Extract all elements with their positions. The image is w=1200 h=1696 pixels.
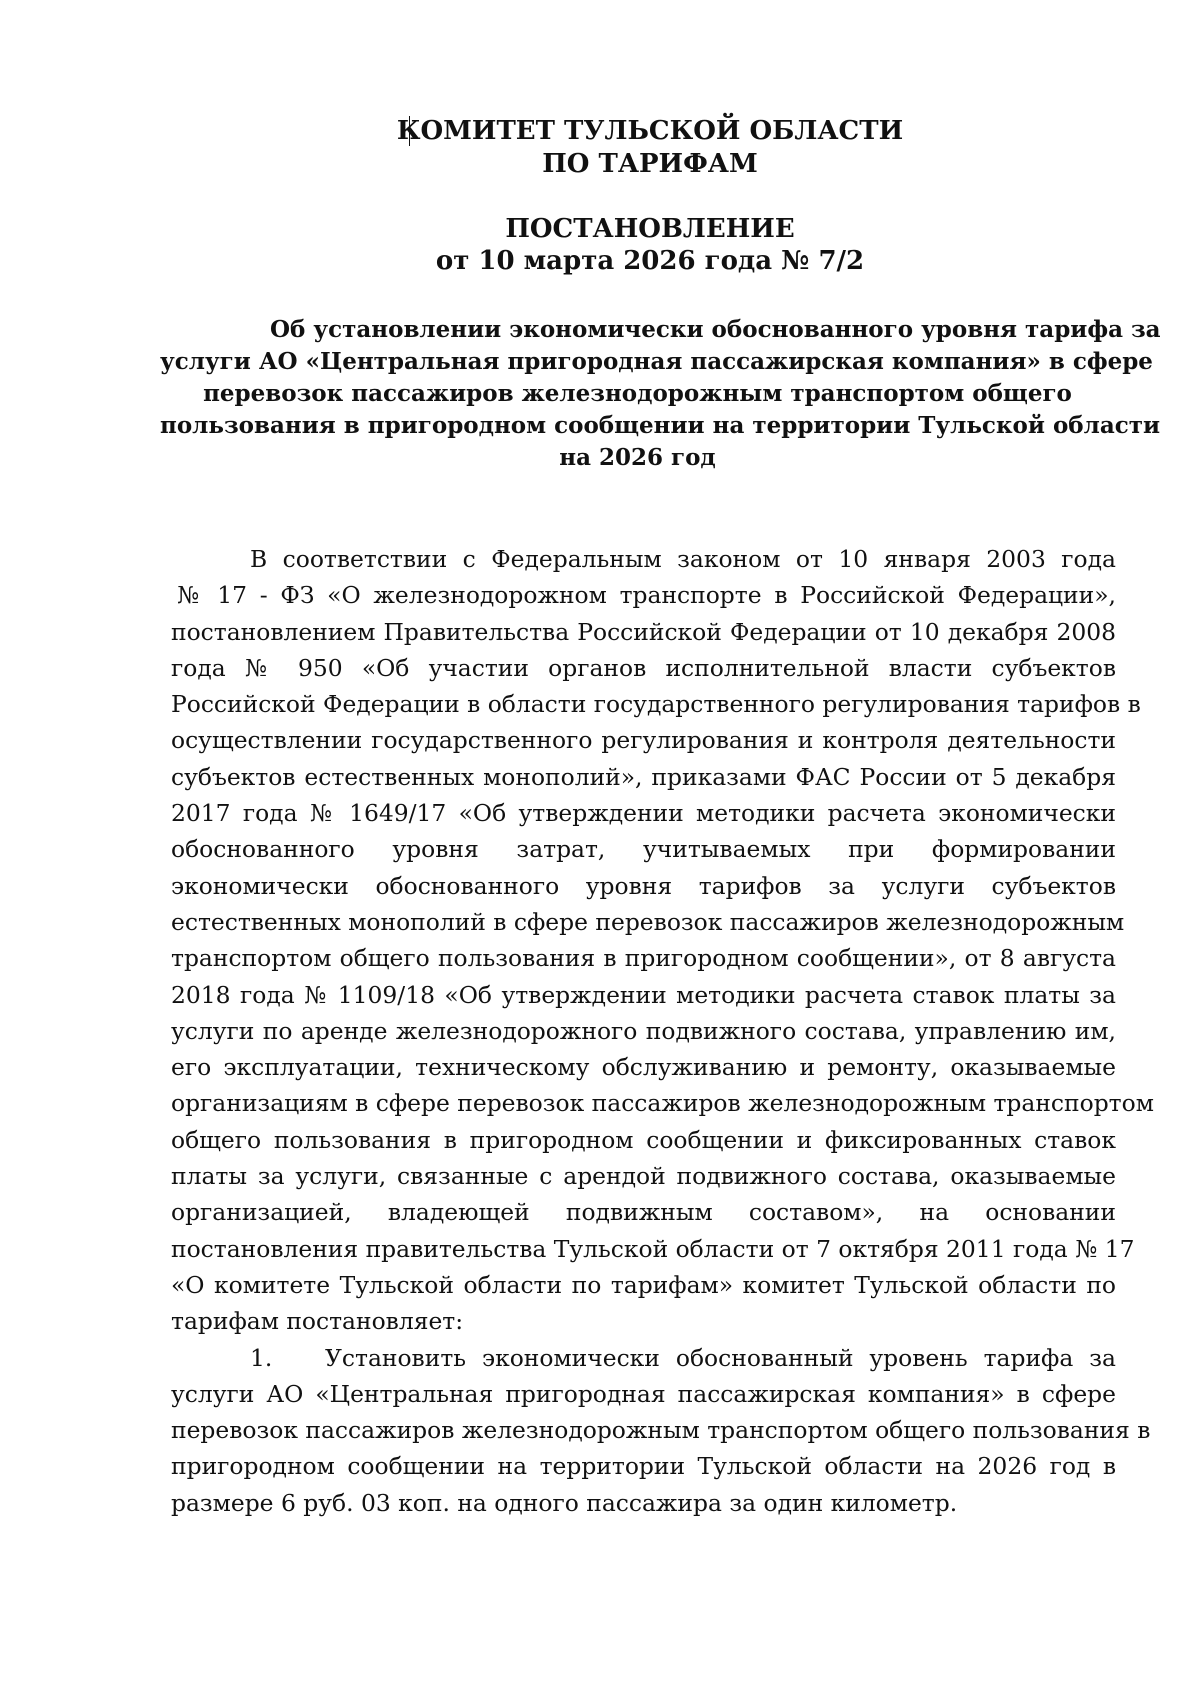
preamble-line: тарифам постановляет: [171,1307,464,1336]
preamble-line: услуги по аренде железнодорожного подвижного состава, управлению им, [171,1016,1116,1045]
subject-line: на 2026 год [559,444,716,471]
preamble-line: естественных монополий в сфере перевозок пассажиров железнодорожным [171,907,1125,936]
preamble-line: 2017 года № 1649/17 «Об утверждении методики расчета экономически [171,799,1116,828]
item-1-line: услуги АО «Центральная пригородная пассажирская компания» в сфере [171,1379,1116,1408]
preamble-line: № 17 - ФЗ «О железнодорожном транспорте в Российской Федерации», [177,581,1116,610]
preamble-line: платы за услуги, связанные с арендой подвижного состава, оказываемые [171,1162,1116,1191]
preamble-line: обоснованного уровня затрат, учитываемых при формировании [171,835,1116,864]
preamble-line: организацией, владеющей подвижным составом», на основании [171,1198,1116,1227]
preamble-line: осуществлении государственного регулирования и контроля деятельности [171,726,1116,755]
item-1-number: 1. [250,1343,273,1372]
preamble-line: экономически обоснованного уровня тарифов за услуги субъектов [171,871,1116,900]
item-1-line: Установить экономически обоснованный уровень тарифа за [325,1343,1116,1372]
preamble-line: постановлением Правительства Российской Федерации от 10 декабря 2008 [171,617,1116,646]
preamble-line: «О комитете Тульской области по тарифам» комитет Тульской области по [171,1270,1116,1299]
preamble-line: транспортом общего пользования в пригородном сообщении», от 8 августа [171,944,1116,973]
issuer-line-2: ПО ТАРИФАМ [542,149,758,179]
preamble-line: его эксплуатации, техническому обслуживанию и ремонту, оказываемые [171,1053,1116,1082]
subject-line: пользования в пригородном сообщении на территории Тульской области [160,412,1161,439]
issuer-header [150,115,1150,181]
preamble-line: В соответствии с Федеральным законом от 10 января 2003 года [250,545,1116,573]
document-subject [160,314,1161,474]
subject-line: Об установлении экономически обоснованного уровня тарифа за [270,316,1161,343]
document-type: ПОСТАНОВЛЕНИЕ [505,214,795,244]
document-date-number: от 10 марта 2026 года № 7/2 [435,246,865,276]
item-1-line: пригородном сообщении на территории Тульской области на 2026 год в [171,1452,1116,1481]
preamble-line: общего пользования в пригородном сообщении и фиксированных ставок [171,1125,1116,1154]
preamble-line: организациям в сфере перевозок пассажиров железнодорожным транспортом [171,1089,1154,1118]
item-1-line: перевозок пассажиров железнодорожным транспортом общего пользования в [171,1416,1151,1445]
preamble-line: постановления правительства Тульской области от 7 октября 2011 года № 17 [171,1234,1135,1263]
item-1-line: размере 6 руб. 03 коп. на одного пассажира за один километр. [171,1488,958,1517]
document-title-block [150,213,1150,277]
issuer-line-1: КОМИТЕТ ТУЛЬСКОЙ ОБЛАСТИ [396,116,904,146]
preamble-line: года № 950 «Об участии органов исполнительной власти субъектов [171,653,1116,682]
subject-line: перевозок пассажиров железнодорожным транспортом общего [203,380,1072,407]
document-body [171,541,1154,1521]
item-1-first-line [171,1340,1116,1376]
preamble-line: 2018 года № 1109/18 «Об утверждении методики расчета ставок платы за [171,980,1116,1009]
subject-line: услуги АО «Центральная пригородная пассажирская компания» в сфере [160,348,1153,375]
preamble-line: субъектов естественных монополий», приказами ФАС России от 5 декабря [171,762,1116,791]
preamble-line: Российской Федерации в области государственного регулирования тарифов в [171,690,1141,719]
